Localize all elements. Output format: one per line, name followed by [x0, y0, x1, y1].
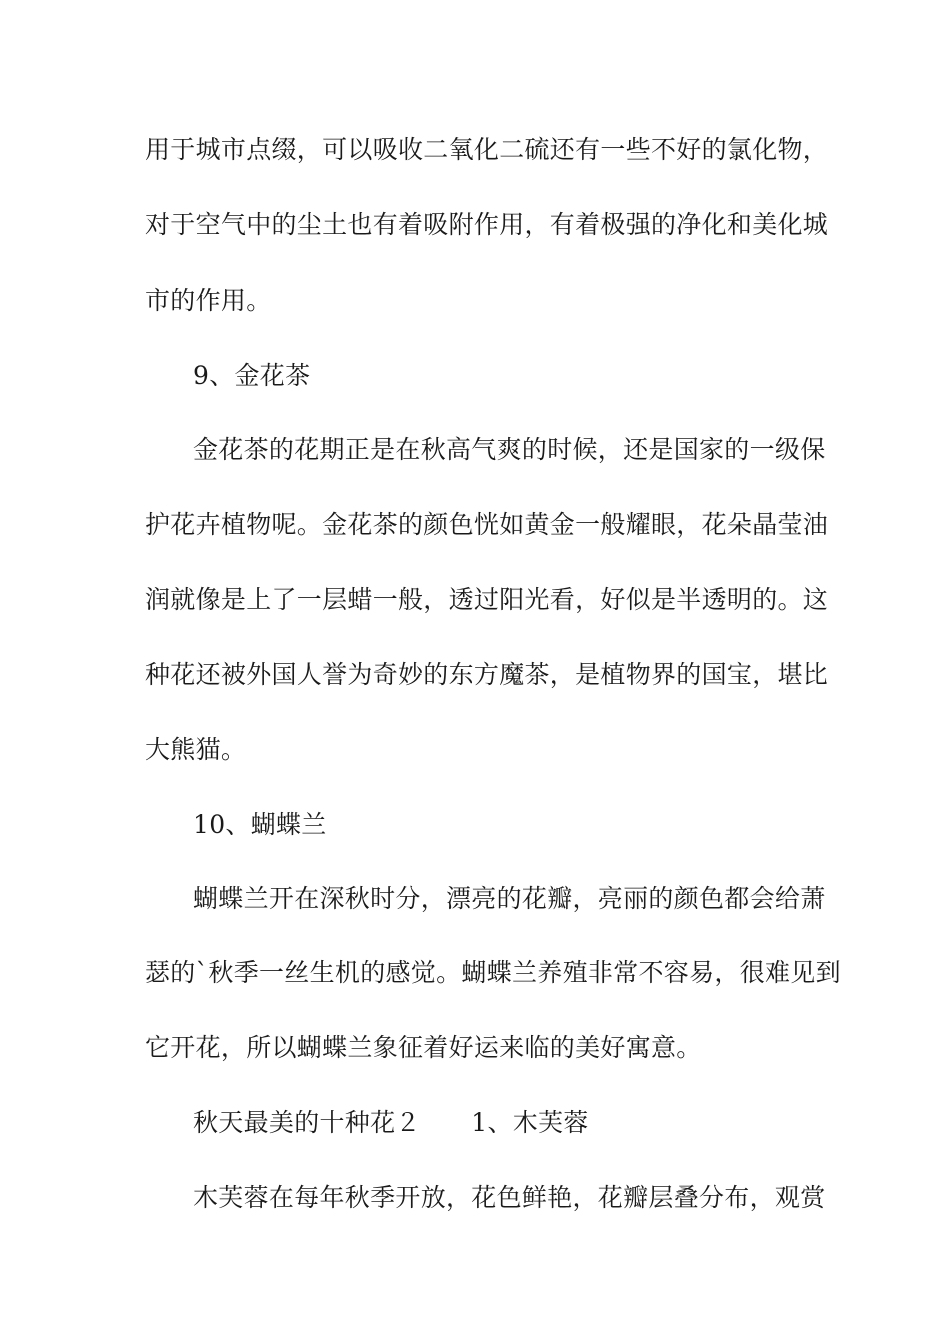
paragraph-line: 市的作用。: [145, 286, 272, 315]
paragraph-line: 大熊猫。: [145, 735, 247, 764]
paragraph-line: 蝴蝶兰开在深秋时分，漂亮的花瓣，亮丽的颜色都会给萧: [193, 884, 826, 913]
paragraph-line: 对于空气中的尘土也有着吸附作用，有着极强的净化和美化城: [145, 210, 829, 239]
paragraph-line: 护花卉植物呢。金花茶的颜色恍如黄金一般耀眼，花朵晶莹油: [145, 510, 829, 539]
paragraph-line: 润就像是上了一层蜡一般，透过阳光看，好似是半透明的。这: [145, 585, 829, 614]
section-heading: 秋天最美的十种花２ 1、木芙蓉: [193, 1108, 589, 1137]
paragraph-line: 种花还被外国人誉为奇妙的东方魔茶，是植物界的国宝，堪比: [145, 660, 829, 689]
section-heading: 9、金花茶: [193, 361, 311, 390]
paragraph-line: 瑟的`秋季一丝生机的感觉。蝴蝶兰养殖非常不容易，很难见到: [145, 958, 841, 987]
paragraph-line: 它开花，所以蝴蝶兰象征着好运来临的美好寓意。: [145, 1033, 702, 1062]
paragraph-line: 木芙蓉在每年秋季开放，花色鲜艳，花瓣层叠分布，观赏: [193, 1183, 826, 1212]
paragraph-line: 用于城市点缀，可以吸收二氧化二硫还有一些不好的氯化物，: [145, 135, 829, 164]
paragraph-line: 金花茶的花期正是在秋高气爽的时候，还是国家的一级保: [193, 435, 826, 464]
section-heading: 10、蝴蝶兰: [193, 810, 327, 839]
